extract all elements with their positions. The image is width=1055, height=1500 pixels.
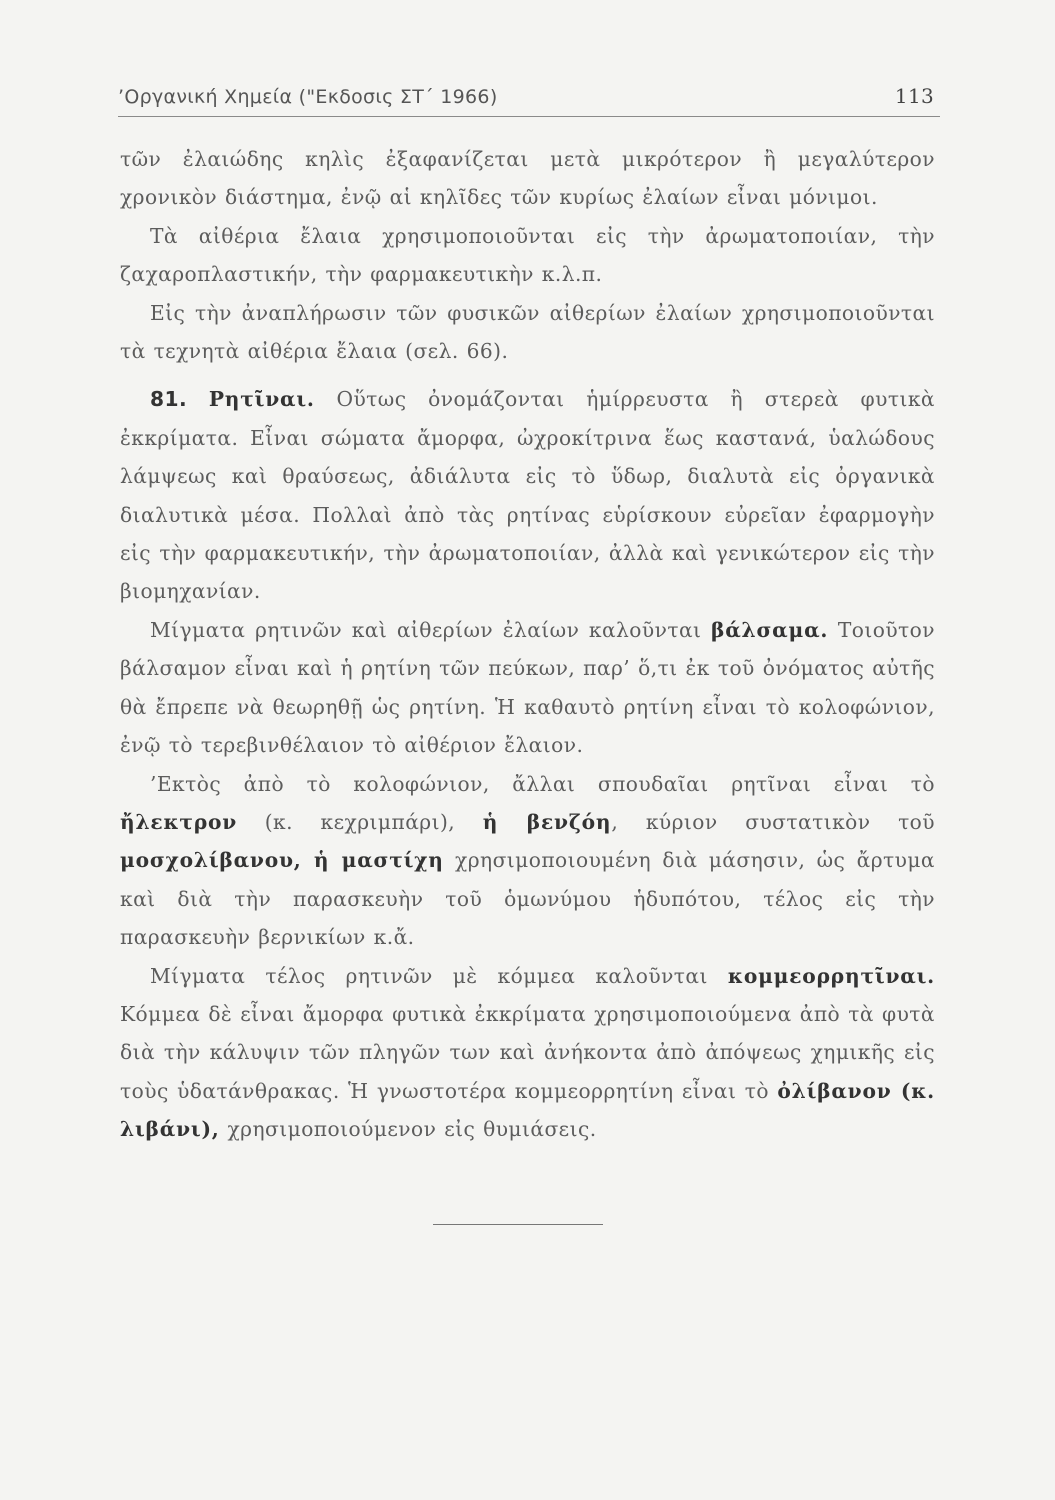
header-rule bbox=[118, 116, 940, 117]
text-run: Τοιοῦτον βάλσαμον εἶναι καὶ ἡ ρητίνη τῶν πεύκων, παρ’ ὅ,τι ἐκ τοῦ ὀνόματος αὐτῆς θὰ ἔπρεπε νὰ θεωρηθῇ ὡς ρητίνη. Ἡ καθαυτὸ ρητίνη εἶναι τὸ κολοφώνιον, ἐνῷ τὸ τερεβινθέλαιον τὸ αἰθέριον ἔλαιον. bbox=[120, 617, 935, 758]
text-run: χρησιμοποιούμενον εἰς θυμιάσεις. bbox=[219, 1117, 597, 1142]
paragraph-gum-resins bbox=[120, 957, 935, 1149]
term-benzoin: ἡ βενζόη bbox=[482, 809, 612, 834]
paragraph-1: τῶν ἐλαιώδης κηλὶς ἐξαφανίζεται μετὰ μικρότερον ἢ μεγαλύτερον χρονικὸν διάστημα, ἐνῷ αἱ κηλῖδες τῶν κυρίως ἐλαίων εἶναι μόνιμοι. bbox=[120, 147, 935, 210]
page-number: 113 bbox=[894, 84, 934, 108]
paragraph-3: Εἰς τὴν ἀναπλήρωσιν τῶν φυσικῶν αἰθερίων ἐλαίων χρησιμοποιοῦνται τὰ τεχνητὰ αἰθέρια ἔλαια (σελ. 66). bbox=[120, 300, 935, 364]
section-text: Οὕτως ὀνομάζονται ἡμίρρευστα ἢ στερεὰ φυτικὰ ἐκκρίματα. Εἶναι σώματα ἄμορφα, ὠχροκίτρινα ἕως καστανά, ὑαλώδους λάμψεως καὶ θραύσεως, ἀδιάλυτα εἰς τὸ ὕδωρ, διαλυτὰ εἰς ὀργανικὰ διαλυτικὰ μέσα. Πολλαὶ ἀπὸ τὰς ρητίνας εὑρίσκουν εὐρεῖαν ἐφαρμογὴν εἰς τὴν φαρμακευτικήν, τὴν ἀρωματοποιίαν, ἀλλὰ καὶ γενικώτερον εἰς τὴν βιομηχανίαν. bbox=[120, 387, 935, 604]
section-81 bbox=[120, 380, 935, 610]
end-rule bbox=[433, 1224, 603, 1225]
text-run: , κύριον συστατικὸν τοῦ bbox=[611, 809, 936, 834]
term-gum-resins: κομμεορρητῖναι. bbox=[727, 963, 935, 988]
running-title: ’Οργανική Χημεία ("Εκδοσις ΣΤ΄ 1966) bbox=[118, 86, 498, 108]
term-frankincense: ὀλίβανον (κ. λιβάνι), bbox=[120, 1078, 935, 1142]
paragraph-balsams bbox=[120, 611, 935, 765]
text-run: Μίγματα ρητινῶν καὶ αἰθερίων ἐλαίων καλοῦνται bbox=[150, 617, 711, 642]
paragraph-resins bbox=[120, 765, 935, 957]
term-mastic: μοσχολίβανου, ἡ μαστίχη bbox=[120, 848, 444, 873]
paragraph-2: Τὰ αἰθέρια ἔλαια χρησιμοποιοῦνται εἰς τὴν ἀρωματοποιίαν, τὴν ζαχαροπλαστικήν, τὴν φαρμακευτικὴν κ.λ.π. bbox=[120, 223, 935, 287]
term-balsama: βάλσαμα. bbox=[710, 617, 829, 642]
section-number: 81. bbox=[150, 387, 188, 412]
text-run: (κ. κεχριμπάρι), bbox=[237, 809, 483, 834]
text-run: ’Εκτὸς ἀπὸ τὸ κολοφώνιον, ἄλλαι σπουδαῖαι ρητῖναι εἶναι τὸ bbox=[150, 771, 935, 796]
main-text bbox=[120, 140, 935, 1149]
running-header bbox=[118, 68, 936, 108]
text-run: Μίγματα τέλος ρητινῶν μὲ κόμμεα καλοῦνται bbox=[150, 963, 728, 988]
section-heading: Ρητῖναι. bbox=[208, 387, 315, 412]
term-amber: ἤλεκτρον bbox=[120, 809, 238, 834]
text-run: χρησιμοποιουμένη διὰ μάσησιν, ὡς ἄρτυμα καὶ διὰ τὴν παρασκευὴν τοῦ ὁμωνύμου ἡδυπότου, τέλος εἰς τὴν παρασκευὴν βερνικίων κ.ἄ. bbox=[120, 848, 935, 950]
text-run: Κόμμεα δὲ εἶναι ἄμορφα φυτικὰ ἐκκρίματα χρησιμοποιούμενα ἀπὸ τὰ φυτὰ διὰ τὴν κάλυψιν τῶν πληγῶν των καὶ ἀνήκοντα ἀπὸ ἀπόψεως χημικῆς εἰς τοὺς ὑδατάνθρακας. Ἡ γνωστοτέρα κομμεορρητίνη εἶναι τὸ bbox=[120, 1001, 935, 1103]
